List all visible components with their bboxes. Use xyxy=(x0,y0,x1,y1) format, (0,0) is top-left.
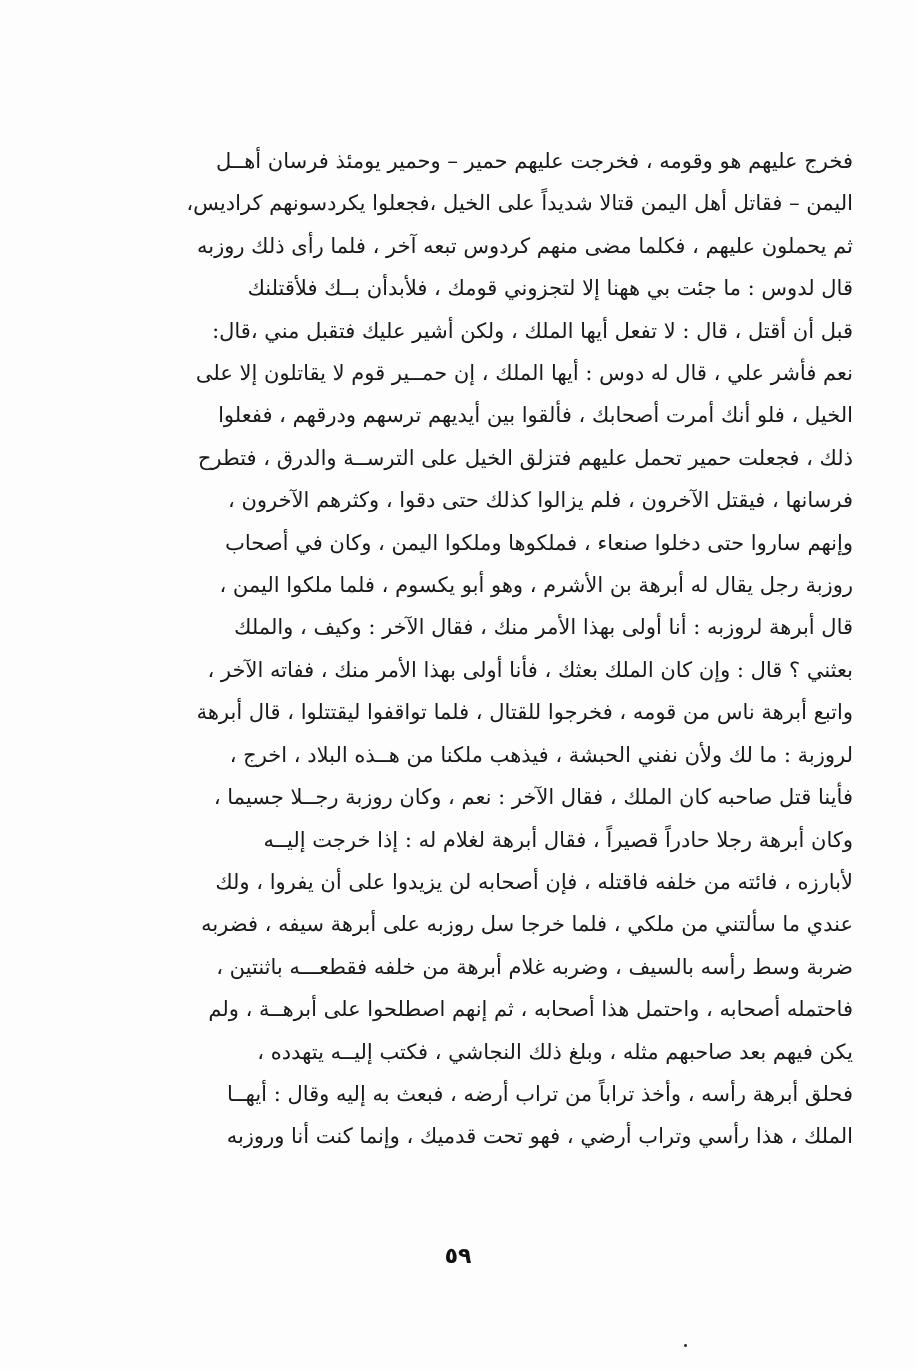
text-line: قال أبرهة لروزبه : أنا أولى بهذا الأمر منك ، فقال الآخر : وكيف ، والملك xyxy=(234,615,853,640)
text-line: عندي ما سألتني من ملكي ، فلما خرجا سل روزبه على أبرهة سيفه ، فضربه xyxy=(201,912,853,937)
text-line: فخرج عليهم هو وقومه ، فخرجت عليهم حمير – وحمير يومئذ فرسان أهــل xyxy=(215,149,853,173)
text-line: واتبع أبرهة ناس من قومه ، فخرجوا للقتال ، فلما تواقفوا ليقتتلوا ، قال أبرهة xyxy=(196,700,853,725)
text-line: الخيل ، فلو أنك أمرت أصحابك ، فألقوا بين أيديهم ترسهم ودرقهم ، ففعلوا xyxy=(218,403,853,428)
text-line: لروزبة : ما لك ولأن نفني الحبشة ، فيذهب ملكنا من هــذه البلاد ، اخرج ، xyxy=(229,742,853,767)
body-text xyxy=(118,140,853,1158)
text-line: ثم يحملون عليهم ، فكلما مضى منهم كردوس تبعه آخر ، فلما رأى ذلك روزبه xyxy=(196,233,853,258)
text-line: فأينا قتل صاحبه كان الملك ، فقال الآخر : نعم ، وكان روزبة رجــلا جسيما ، xyxy=(213,785,853,810)
text-line: فرسانها ، فيقتل الآخرون ، فلم يزالوا كذلك حتى دقوا ، وكثرهم الآخرون ، xyxy=(228,488,853,513)
text-line: وإنهم ساروا حتى دخلوا صنعاء ، فملكوها وملكوا اليمن ، وكان في أصحاب xyxy=(225,530,853,555)
page-number: ٥٩ xyxy=(444,1244,472,1269)
text-line: لأبارزه ، فائته من خلفه فاقتله ، فإن أصحابه لن يزيدوا على أن يفروا ، ولك xyxy=(215,869,853,894)
scan-speck xyxy=(684,1344,687,1347)
text-line: اليمن – فقاتل أهل اليمن قتالا شديداً على الخيل ،فجعلوا يكردسونهم كراديس، xyxy=(186,191,853,216)
text-line: روزبة رجل يقال له أبرهة بن الأشرم ، وهو أبو يكسوم ، فلما ملكوا اليمن ، xyxy=(219,573,853,598)
text-line: قبل أن أقتل ، قال : لا تفعل أيها الملك ، ولكن أشير عليك فتقبل مني ،قال: xyxy=(212,318,853,343)
text-line: وكان أبرهة رجلا حادراً قصيراً ، فقال أبرهة لغلام له : إذا خرجت إليــه xyxy=(263,827,853,852)
text-line: قال لدوس : ما جئت بي ههنا إلا لتجزوني قومك ، فلأبدأن بــك فلأقتلنك xyxy=(247,276,853,301)
text-line: فاحتمله أصحابه ، واحتمل هذا أصحابه ، ثم إنهم اصطلحوا على أبرهــة ، ولم xyxy=(208,997,853,1022)
text-line: يكن فيهم بعد صاحبهم مثله ، وبلغ ذلك النجاشي ، فكتب إليــه يتهدده ، xyxy=(257,1039,853,1064)
text-line: فحلق أبرهة رأسه ، وأخذ تراباً من تراب أرضه ، فبعث به إليه وقال : أيهــا xyxy=(226,1081,853,1106)
text-line: ذلك ، فجعلت حمير تحمل عليهم فتزلق الخيل على الترســة والدرق ، فتطرح xyxy=(197,445,853,470)
text-line: بعثني ؟ قال : وإن كان الملك بعثك ، فأنا أولى بهذا الأمر منك ، ففاته الآخر ، xyxy=(207,657,853,682)
text-line: ضربة وسط رأسه بالسيف ، وضربه غلام أبرهة من خلفه فقطعـــه باثنتين ، xyxy=(216,954,853,979)
text-line: نعم فأشر علي ، قال له دوس : أيها الملك ، إن حمــير قوم لا يقاتلون إلا على xyxy=(195,361,853,386)
text-line: الملك ، هذا رأسي وتراب أرضي ، فهو تحت قدميك ، وإنما كنت أنا وروزبه xyxy=(226,1124,853,1149)
